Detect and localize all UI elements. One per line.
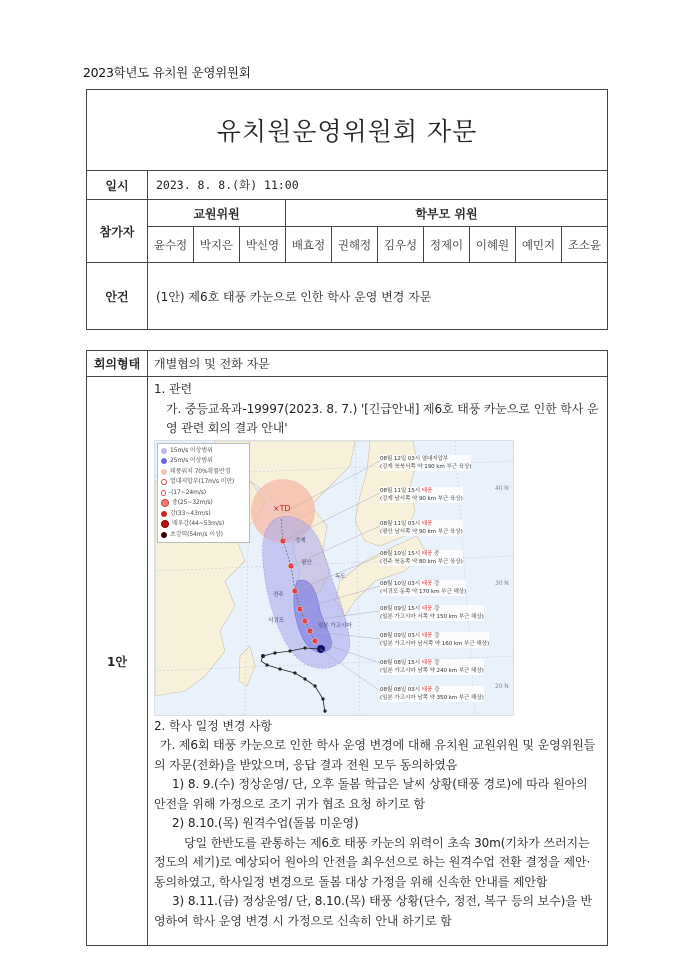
teacher-name: 윤수정 (148, 227, 194, 263)
document-header: 2023학년도 유치원 운영위원회 (83, 65, 251, 80)
parent-name: 조소윤 (562, 227, 608, 263)
map-legend: 15m/s 이상범위 25m/s 이상범위 태풍위치 70%확률반경 열대저압부(17m/s 미만) -(17~24m/s) 중(25~32m/s) 강(33~43m/s) 매우강(44~53m/s) 초강력(54m/s 이상) (157, 443, 250, 544)
meeting-form-value: 개별협의 및 전화 자문 (148, 351, 608, 377)
forecast-label: 08월 11일 15시 태풍 (강계 남서쪽 약 90 km 부근 육상) (380, 487, 463, 502)
place-label: 전주 (273, 591, 284, 598)
parent-group-header: 학부모 위원 (286, 200, 608, 227)
forecast-label: 08월 10일 15시 태풍 중 (전주 북동쪽 약 80 km 부근 육상) (380, 550, 463, 565)
date-value: 2023. 8. 8.(화) 11:00 (148, 171, 608, 200)
parent-name: 김우성 (378, 227, 424, 263)
section-2-item-a: 가. 제6회 태풍 카눈으로 인한 학사 운영 변경에 대해 유치원 교원위원 및 운영위원들의 자문(전화)을 받았으며, 응답 결과 전원 모두 동의하였음 (154, 738, 596, 772)
typhoon-track-map (154, 440, 514, 716)
section-2-item-3: 3) 8.11.(금) 정상운영/ 단, 8.10.(목) 태풍 상황(단수, 정전, 복구 등의 보수)을 반영하여 학사 운영 변경 시 가정으로 신속히 안내 하기로 함 (154, 894, 592, 928)
document-title: 유치원운영위원회 자문 (87, 90, 608, 171)
section-2-item-1: 1) 8. 9.(수) 정상운영/ 단, 오후 돌봄 학급은 날씨 상황(태풍 경로)에 따라 원아의 안전을 위해 가정으로 조기 귀가 협조 요청 하기로 함 (154, 777, 588, 811)
section-1-title: 1. 관련 (154, 382, 192, 396)
section-2-title: 2. 학사 일정 변경 사항 (154, 718, 273, 733)
participants-label: 참가자 (87, 200, 148, 263)
agenda-value: (1안) 제6호 태풍 카눈으로 인한 학사 운영 변경 자문 (148, 263, 608, 330)
teacher-name: 박신영 (240, 227, 286, 263)
date-label: 일시 (87, 171, 148, 200)
meeting-form-label: 회의형태 (87, 351, 148, 377)
parent-name: 권해정 (332, 227, 378, 263)
td-label: ×TD (273, 503, 291, 513)
consultation-table (86, 350, 608, 946)
forecast-label: 08월 11일 03시 태풍 (평산 남서쪽 약 90 km 부근 육상) (380, 520, 463, 535)
forecast-label: 08월 09일 15시 태풍 강 (일본 가고시마 서쪽 약 150 km 부근 해상) (380, 605, 484, 620)
place-label: 강계 (295, 537, 306, 544)
parent-name: 정제이 (424, 227, 470, 263)
forecast-label: 08월 08일 03시 태풍 강 (일본 가고시마 남쪽 약 350 km 부근 해상) (380, 686, 484, 701)
place-label: 일본 가고시마 (318, 622, 352, 629)
latitude-label: 30 N (495, 579, 509, 587)
place-label: 서귀포 (268, 617, 284, 624)
section-1-item-a: 가. 중등교육과-19997(2023. 8. 7.) '[긴급안내] 제6호 태풍 카눈으로 인한 학사 운영 관련 회의 결과 안내' (166, 401, 599, 435)
place-label: 독도 (335, 573, 346, 580)
latitude-label: 20 N (495, 682, 509, 690)
section-2-item-2-body: 당일 한반도를 관통하는 제6호 태풍 카눈의 위력이 초속 30m(기차가 쓰러지는 정도의 세기)로 예상되어 원아의 안전을 최우선으로 하는 원격수업 전환 결정을 제안·동의하였고, 학사일정 변경으로 돌봄 대상 가정을 위해 신속한 안내를 제안함 (154, 835, 591, 889)
place-label: 평산 (301, 559, 312, 566)
teacher-group-header: 교원위원 (148, 200, 286, 227)
parent-name: 이혜원 (470, 227, 516, 263)
item-label: 1안 (87, 377, 148, 946)
consultation-content (148, 377, 608, 946)
forecast-label: 08월 10일 03시 태풍 강 (서귀포 동쪽 약 170 km 부근 해상) (380, 580, 467, 595)
latitude-label: 40 N (495, 484, 509, 492)
forecast-label: 08월 09일 03시 태풍 강 (일본 가고시마 남서쪽 약 160 km 부근 해상) (380, 632, 490, 647)
forecast-label: 08월 08일 15시 태풍 강 (일본 가고시마 남쪽 약 240 km 부근 해상) (380, 659, 484, 674)
parent-name: 예민지 (516, 227, 562, 263)
meeting-info-table (86, 89, 608, 330)
section-2-item-2-title: 2) 8.10.(목) 원격수업(돌봄 미운영) (172, 816, 359, 830)
agenda-label: 안건 (87, 263, 148, 330)
teacher-name: 박지은 (194, 227, 240, 263)
parent-name: 배효정 (286, 227, 332, 263)
forecast-label: 08월 12일 03시 열대저압부 (강계 북북서쪽 약 190 km 부근 육상) (380, 455, 472, 470)
